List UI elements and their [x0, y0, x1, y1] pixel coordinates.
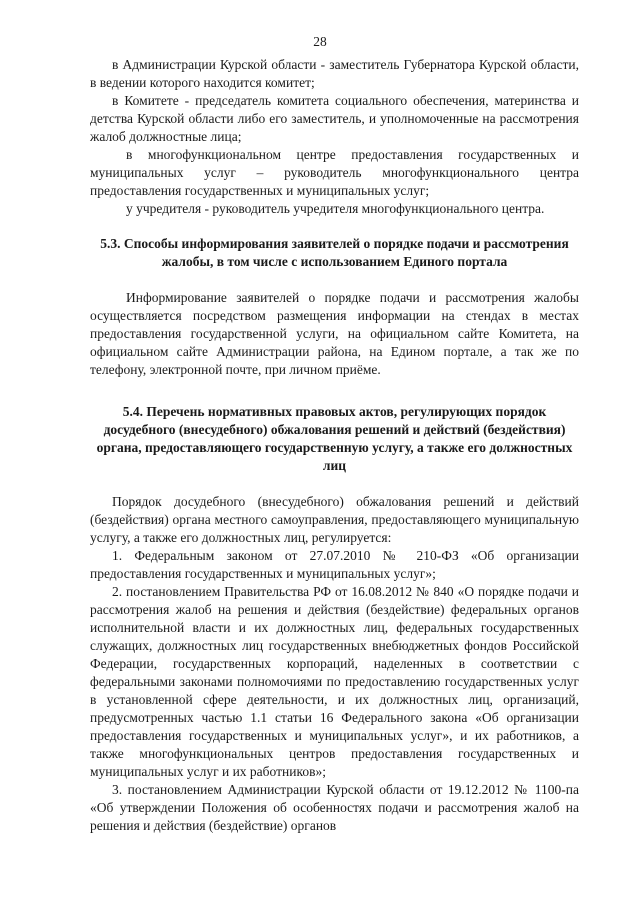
section-5-4-heading: 5.4. Перечень нормативных правовых актов, регулирующих порядок досудебного (внесудебного) обжалования решений и действий (бездействия) органа, предоставляющего государственную услугу, а также его должностных лиц [96, 404, 573, 473]
page-content [90, 56, 579, 835]
legal-act-item-2: 2. постановлением Правительства РФ от 16.08.2012 № 840 «О порядке подачи и рассмотрения жалоб на решения и действия (бездействие) федеральных органов исполнительной власти и их должностных лиц, федеральных государственных служащих, должностных лиц государственных внебюджетных фондов Российской Федерации, государственных корпораций, наделенных в соответствии с федеральными законами полномочиями по предоставлению государственных услуг в установленной сфере деятельности, и их должностных лиц, организаций, предусмотренных частью 1.1 статьи 16 Федерального закона «Об организации предоставления государственных и муниципальных услуг», и их работников, а также многофункциональных центров предоставления государственных и муниципальных услуг и их работников»; [90, 584, 579, 779]
responsible-official-administration: в Администрации Курской области - заместитель Губернатора Курской области, в ведении которого находится комитет; [90, 57, 579, 90]
section-5-4-intro: Порядок досудебного (внесудебного) обжалования решений и действий (бездействия) органа местного самоуправления, предоставляющего муниципальную услугу, а также его должностных лиц, регулируется: [90, 494, 579, 545]
responsible-official-committee: в Комитете - председатель комитета социального обеспечения, материнства и детства Курской области либо его заместитель, и уполномоченные на рассмотрения жалоб должностные лица; [90, 93, 579, 144]
page-number: 28 [313, 34, 327, 49]
legal-act-item-1: 1. Федеральным законом от 27.07.2010 № 210-ФЗ «Об организации предоставления государственных и муниципальных услуг»; [90, 548, 579, 581]
responsible-official-founder: у учредителя - руководитель учредителя многофункционального центра. [126, 201, 545, 216]
section-5-3-heading: 5.3. Способы информирования заявителей о порядке подачи и рассмотрения жалобы, в том числе с использованием Единого портала [100, 236, 569, 269]
legal-act-item-3: 3. постановлением Администрации Курской области от 19.12.2012 № 1100-па «Об утверждении Положения об особенностях подачи и рассмотрения жалоб на решения и действия (бездействие) органов [90, 782, 579, 833]
responsible-official-mfc: в многофункциональном центре предоставления государственных и муниципальных услуг – руководитель многофункционального центра предоставления государственных и муниципальных услуг; [90, 147, 579, 198]
section-5-3-text: Информирование заявителей о порядке подачи и рассмотрения жалобы осуществляется посредством размещения информации на стендах в местах предоставления государственной услуги, на официальном сайте Комитета, на официальном сайте Администрации района, на Едином портале, а так же по телефону, электронной почте, при личном приёме. [90, 290, 579, 377]
